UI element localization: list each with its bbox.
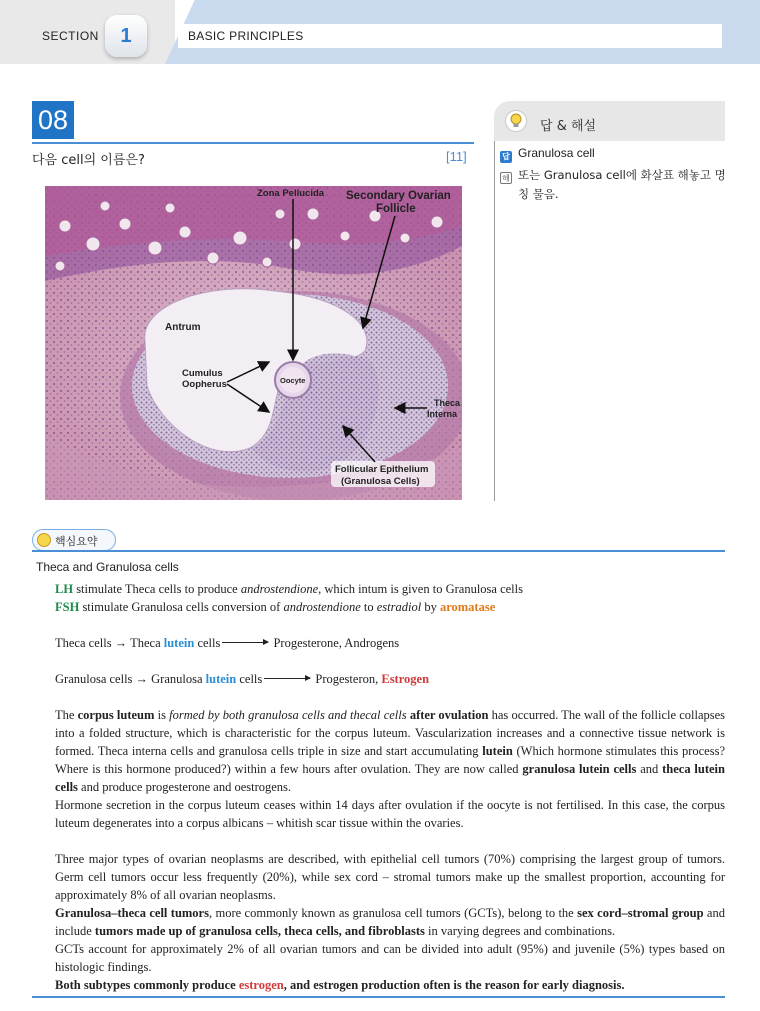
answer-note: 또는 Granulosa cell에 화살표 해놓고 명칭 물음. (518, 168, 726, 201)
summary-bulb-icon (37, 533, 51, 547)
arrow-icon (264, 678, 310, 679)
p1-t11: and (636, 762, 663, 776)
answer-heading: 답 & 해설 (540, 119, 597, 134)
p6-t2: estrogen (238, 978, 284, 992)
theca-t3: Progesterone, Androgens (270, 636, 400, 650)
p1-t8: lutein (482, 744, 513, 758)
section-number: 1 (105, 15, 147, 57)
label-antrum: Antrum (165, 322, 201, 333)
label-oocyte: Oocyte (280, 376, 306, 385)
theca-t2: cells (194, 636, 221, 650)
answer-row (500, 146, 595, 163)
theca-t1: Theca cells → Theca (55, 636, 164, 650)
fsh-line (55, 598, 725, 616)
fsh-t1: stimulate Granulosa cells conversion of (79, 600, 284, 614)
p1-t13: and produce progesterone and oestrogens. (77, 780, 292, 794)
p1-t7: has occurred. The wall of the follicle collapses into a folded structure, which is characteristic for the corpus luteum. Vascularization increases and a connective tissue network is formed. Theca interna cells and granulosa cells triple in size and start accumulating (55, 708, 726, 758)
paragraph-gct-types: GCTs account for approximately 2% of all ovarian tumors and can be divided into adult (95%) and juvenile (5%) types based on histologic findings. (55, 942, 725, 974)
fsh-t2: androstendione (283, 600, 361, 614)
paragraph-gct (55, 904, 725, 940)
label-cumulus-2: Oopherus (182, 379, 227, 390)
theca-lutein: lutein (163, 636, 195, 650)
granulosa-line (55, 670, 725, 688)
p1-t9: (Which hormone stimulates this process? Where is this hormone produced?) within a few hours after ovulation. They are now called (55, 744, 725, 776)
paragraph-hormone-secretion: Hormone secretion in the corpus luteum ceases within 14 days after ovulation if the oocyte is not fertilised. In this case, the corpus luteum degenerates into a corpus albicans – whitish scar tissue within the ovaries. (55, 798, 725, 830)
p1-t12: theca lutein cells (55, 762, 725, 794)
p4-t1: Granulosa–theca cell tumors (55, 906, 209, 920)
p4-t3: sex cord–stromal group (577, 906, 704, 920)
fsh-t4: estradiol (376, 600, 422, 614)
granulosa-t1: Granulosa cells → Granulosa (55, 672, 206, 686)
lightbulb-icon (505, 110, 527, 132)
lh-line (55, 580, 725, 598)
fsh-t5: by (421, 600, 440, 614)
granulosa-t3: Progesteron, (312, 672, 382, 686)
p1-t2: corpus luteum (77, 708, 155, 722)
answer-icon: 답 (500, 151, 512, 163)
label-theca-2: Interna (427, 409, 458, 419)
p1-t4: formed by both granulosa cells and thecal cells (169, 708, 407, 722)
page-header (0, 0, 760, 64)
answer-text: Granulosa cell (518, 146, 595, 160)
question-text: 다음 cell의 이름은? (32, 153, 145, 168)
histology-figure (45, 186, 462, 500)
p1-t6: after ovulation (409, 708, 489, 722)
answer-header (494, 101, 725, 141)
section-label: SECTION (42, 29, 99, 43)
fsh-t3: to (360, 600, 377, 614)
granulosa-t2: cells (236, 672, 263, 686)
lh-hormone: LH (55, 582, 74, 596)
p4-t4: and include (55, 906, 725, 938)
label-zona-pellucida: Zona Pellucida (257, 188, 325, 199)
paragraph-corpus-luteum (55, 706, 725, 796)
answer-divider (494, 141, 495, 501)
granulosa-estrogen: Estrogen (381, 672, 430, 686)
paragraph-neoplasms: Three major types of ovarian neoplasms are described, with epithelial cell tumors (70%) comprising the largest group of tumors. Germ cell tumors occur less frequently (20%), while sex cord – stromal tumors make up the smallest proportion, accounting for approximately 8% of all ovarian neoplasms. (55, 852, 725, 902)
p1-t3: is (154, 708, 170, 722)
summary-divider (32, 550, 725, 552)
p6-t3: , and estrogen production often is the reason for early diagnosis. (283, 978, 625, 992)
follicle-micrograph (45, 186, 462, 500)
note-icon-row (500, 168, 518, 184)
summary-tag-label: 핵심요약 (55, 535, 98, 548)
theca-line (55, 634, 725, 652)
label-follicular-1: Follicular Epithelium (335, 464, 429, 475)
lh-t1: stimulate Theca cells to produce (73, 582, 241, 596)
p1-t1: The (55, 708, 78, 722)
question-number: 08 (32, 101, 74, 139)
paragraph-estrogen (55, 976, 725, 994)
p4-t6: in varying degrees and combinations. (424, 924, 616, 938)
p4-t5: tumors made up of granulosa cells, theca cells, and fibroblasts (94, 924, 425, 938)
section-title: BASIC PRINCIPLES (188, 29, 304, 43)
question-divider (32, 142, 474, 144)
label-follicular-2: (Granulosa Cells) (341, 476, 420, 487)
footer-divider (32, 996, 725, 998)
note-icon: 해 (500, 172, 512, 184)
arrow-icon (222, 642, 268, 643)
label-secondary-follicle-1: Secondary Ovarian (346, 190, 451, 202)
lh-t2: androstendione (240, 582, 319, 596)
fsh-hormone: FSH (55, 600, 80, 614)
p1-t10: granulosa lutein cells (522, 762, 637, 776)
p6-t1: Both subtypes commonly produce (55, 978, 239, 992)
fsh-aromatase: aromatase (439, 600, 496, 614)
lh-t3: , which intum is given to Granulosa cells (318, 582, 523, 596)
summary-heading: Theca and Granulosa cells (36, 560, 179, 574)
label-theca-1: Theca (434, 398, 461, 408)
label-cumulus-1: Cumulus (182, 368, 223, 379)
label-secondary-follicle-2: Follicle (376, 203, 416, 215)
question-reference: [11] (446, 149, 467, 164)
granulosa-lutein: lutein (205, 672, 237, 686)
p4-t2: , more commonly known as granulosa cell tumors (GCTs), belong to the (208, 906, 578, 920)
